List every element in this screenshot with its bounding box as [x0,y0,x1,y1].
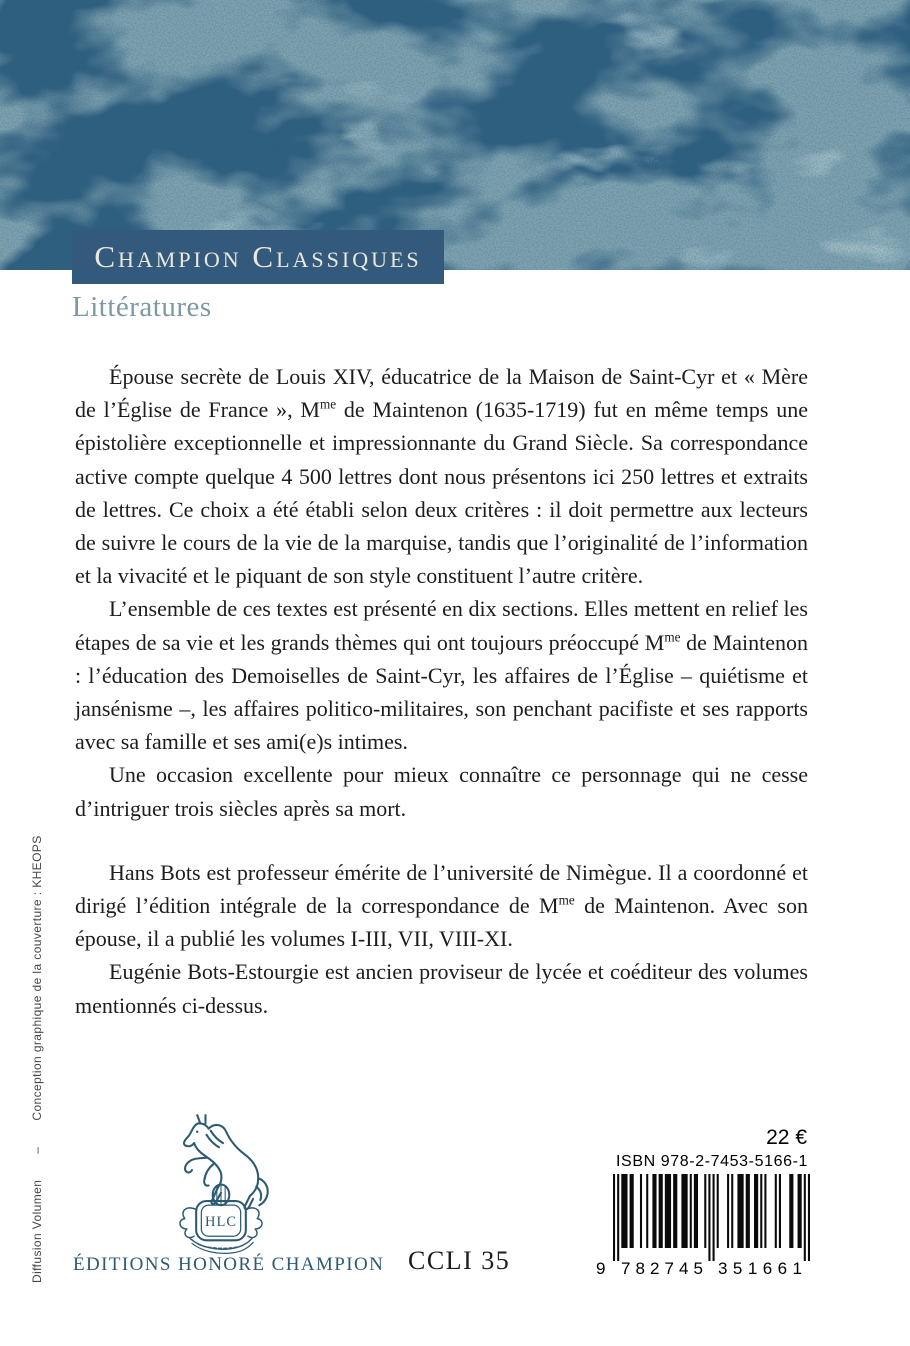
series-title: Champion Classiques [94,239,422,274]
blurb-paragraph: L’ensemble de ces textes est présenté en dix sections. Elles mettent en relief les étapes de sa vie et les grands thèmes qui ont toujours préoccupé $M^{me}$ de Maintenon : l’éducation des Demoiselles de Saint-Cyr, les affaires de l’Église – quiétisme et jansénisme –, les affaires politico-militaires, son penchant pacifiste et ses rapports avec sa famille et ses ami(e)s intimes. [75,596,808,755]
back-cover-blurb [75,360,808,1022]
barcode-first-digit: 9 [596,1259,606,1278]
series-band [72,230,444,284]
horse-front-leg [204,1164,214,1186]
publisher-name: ÉDITIONS HONORÉ CHAMPION [73,1254,385,1275]
blurb-paragraph: Épouse secrète de Louis XIV, éducatrice de la Maison de Saint-Cyr et « Mère de l’Église de France », $M^{me}$ de Maintenon (1635-1719) fut en même temps une épistolière exceptionnelle et impressionnante du Grand Siècle. Sa correspondance active compte quelque 4 500 lettres dont nous présentons ici 250 lettres et extraits de lettres. Ce choix a été établi selon deux critères : il doit permettre aux lecteurs de suivre le cours de la vie de la marquise, tandis que l’originalité de l’information et la vivacité et le piquant de son style constituent l’autre critère. [75,364,808,589]
diffusion-credit: Diffusion Volumen [30,1179,44,1283]
right-flourish [246,1208,262,1238]
horse-front-leg [185,1158,207,1173]
barcode [596,1174,810,1278]
collection-label: Littératures [72,291,212,323]
ean13-barcode-bars [613,1174,810,1261]
author-bio-paragraph: Hans Bots est professeur émérite de l’université de Nimègue. Il a coordonné et dirigé l’édition intégrale de la correspondance de $M^{me}$ de Maintenon. Avec son épouse, il a publié les volumes I-III, VII, VIII-XI. [75,859,808,952]
left-flourish [180,1208,196,1238]
barcode-right-digits: 3 5 1 6 6 1 [718,1259,802,1278]
credits-separator: – [30,1146,44,1154]
horse-throat [194,1143,221,1187]
cover-design-credit: Conception graphique de la couverture : KHEOPS [30,835,44,1121]
vertical-credits [30,835,44,1283]
logo-initials: HLC [204,1213,238,1230]
honore-champion-horse-emblem-icon [146,1110,296,1260]
isbn-label: ISBN 978-2-7453-5166-1 [616,1153,808,1170]
publisher-logo [146,1110,296,1260]
blurb-paragraph: Une occasion excellente pour mieux connaître ce personnage qui ne cesse d’intriguer trois siècles après sa mort. [75,762,808,821]
horse-head [184,1123,209,1146]
banner-ribbon-lower [192,1242,253,1253]
price: 22 € [766,1126,807,1149]
horse-eye [196,1130,198,1132]
commerce-block [585,1126,810,1277]
author-bio-paragraph: Eugénie Bots-Estourgie est ancien proviseur de lycée et coéditeur des volumes mentionnés ci-dessus. [75,959,808,1018]
horse-mane [207,1131,224,1148]
horse-ears [197,1115,205,1123]
barcode-left-digits: 7 8 2 7 4 5 [621,1259,703,1278]
series-volume-number: CCLI 35 [408,1246,511,1275]
